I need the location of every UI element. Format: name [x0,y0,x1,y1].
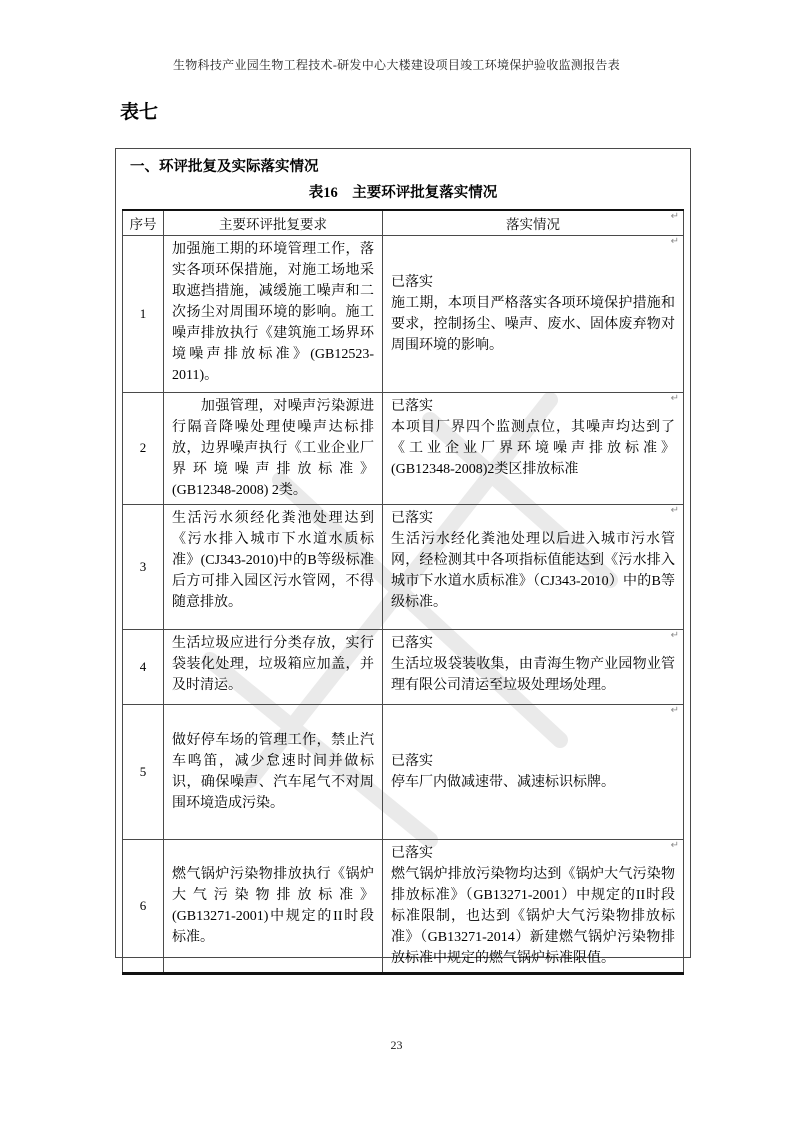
row-serial-number: 1 [123,235,164,392]
page-number: 23 [390,1038,403,1052]
table-row [123,392,684,504]
status-label: 已落实 [391,845,433,861]
row-serial-number: 2 [123,392,164,504]
implementation-cell [383,839,684,973]
status-detail: 本项目厂界四个监测点位，其噪声均达到了《工业企业厂界环境噪声排放标准》(GB12348-2008)2类区排放标准 [391,419,675,477]
implementation-cell [383,504,684,629]
status-label: 已落实 [391,274,433,290]
row-serial-number: 4 [123,629,164,704]
status-label: 已落实 [391,398,433,414]
table-row [123,629,684,704]
requirement-cell: 做好停车场的管理工作，禁止汽车鸣笛，减少怠速时间并做标识，确保噪声、汽车尾气不对周围环境造成污染。 [164,704,383,839]
paragraph-mark-icon: ↵ [670,704,679,716]
paragraph-mark-icon: ↵ [670,211,679,222]
row-serial-number: 5 [123,704,164,839]
requirement-cell: 加强管理，对噪声污染源进行隔音降噪处理使噪声达标排放，边界噪声执行《工业企业厂界环境噪声排放标准》(GB12348-2008) 2类。 [164,392,383,504]
paragraph-mark-icon: ↵ [670,629,679,641]
status-detail: 生活污水经化粪池处理以后进入城市污水管网，经检测其中各项指标值能达到《污水排入城市下水道水质标准》（CJ343-2010）中的B等级标准。 [391,531,675,610]
table-header-row [123,210,684,235]
section-box [115,148,691,966]
paragraph-mark-icon: ↵ [670,235,679,247]
approval-implementation-table [122,209,684,975]
status-label: 已落实 [391,753,433,769]
document-header-title: 生物科技产业园生物工程技术-研发中心大楼建设项目竣工环境保护验收监测报告表 [172,58,621,72]
requirement-cell: 加强施工期的环境管理工作，落实各项环保措施，对施工场地采取遮挡措施，减缓施工噪声和二次扬尘对周围环境的影响。施工噪声排放执行《建筑施工场界环境噪声排放标准》(GB12523-2011)。 [164,235,383,392]
status-detail: 停车厂内做减速带、减速标识标牌。 [391,774,615,790]
implementation-cell [383,704,684,839]
requirement-cell: 生活垃圾应进行分类存放，实行袋装化处理，垃圾箱应加盖，并及时清运。 [164,629,383,704]
implementation-cell [383,629,684,704]
implementation-cell [383,392,684,504]
row-serial-number: 6 [123,839,164,973]
status-detail: 燃气锅炉排放污染物均达到《锅炉大气污染物排放标准》（GB13271-2001）中规定的II时段标准限制，也达到《锅炉大气污染物排放标准》（GB13271-2014）新建燃气锅炉污染物排放标准中规定的燃气锅炉标准限值。 [391,866,675,966]
paragraph-mark-icon: ↵ [670,392,679,404]
column-header-serial: 序号 [123,210,164,235]
implementation-cell [383,235,684,392]
column-header-status [383,210,684,235]
column-header-requirement: 主要环评批复要求 [164,210,383,235]
table-seven-label: 表七 [120,102,159,123]
column-header-status-label: 落实情况 [506,216,560,232]
table-row [123,235,684,392]
status-detail: 生活垃圾袋装收集，由青海生物产业园物业管理有限公司清运至垃圾处理场处理。 [391,656,675,693]
row-serial-number: 3 [123,504,164,629]
requirement-cell: 燃气锅炉污染物排放执行《锅炉大气污染物排放标准》(GB13271-2001)中规定的II时段标准。 [164,839,383,973]
paragraph-mark-icon: ↵ [670,839,679,851]
table-row [123,704,684,839]
section-title: 一、环评批复及实际落实情况 [130,159,319,175]
status-detail: 施工期，本项目严格落实各项环境保护措施和要求，控制扬尘、噪声、废水、固体废弃物对周围环境的影响。 [391,295,675,353]
status-label: 已落实 [391,635,433,651]
status-label: 已落实 [391,510,433,526]
table-caption: 表16 主要环评批复落实情况 [308,185,498,201]
paragraph-mark-icon: ↵ [670,504,679,516]
requirement-cell: 生活污水须经化粪池处理达到《污水排入城市下水道水质标准》(CJ343-2010)中的B等级标准后方可排入园区污水管网，不得随意排放。 [164,504,383,629]
table-row [123,504,684,629]
table-row [123,839,684,973]
